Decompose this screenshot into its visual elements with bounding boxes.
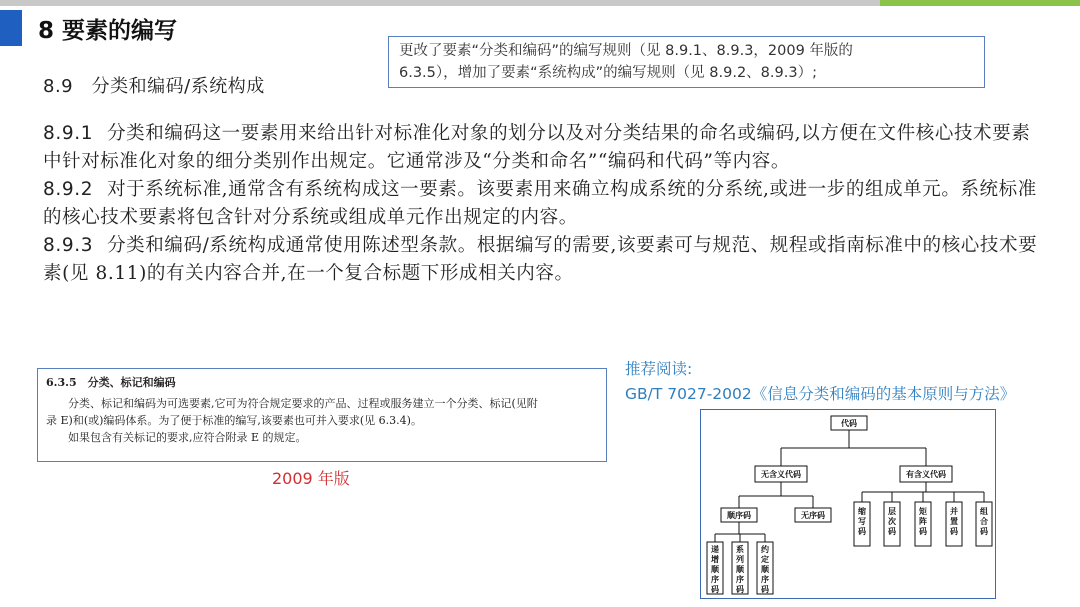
reading-reference-link[interactable]: GB/T 7027-2002《信息分类和编码的基本原则与方法》 [625, 385, 1016, 403]
diagram-node-agreed-sequence [757, 542, 773, 594]
diagram-node-hierarchical-code [884, 502, 900, 546]
diagram-svg [701, 410, 997, 600]
version-label: 2009 年版 [272, 469, 350, 488]
diagram-node-sequence-code [721, 508, 757, 522]
old-version-line2: 录 E)和(或)编码体系。为了便于标准的编写,该要素也可并入要求(见 6.3.4)。 [46, 414, 422, 427]
clause-8-9-2 [43, 176, 1038, 232]
reading-label: 推荐阅读: [625, 360, 693, 378]
diagram-node-abbreviation-code [854, 502, 870, 546]
diagram-node-label: 无序码 [801, 511, 825, 520]
diagram-node-series-sequence [732, 542, 748, 594]
diagram-node-label: 顺序码 [727, 511, 751, 520]
clause-number: 8.9.2 [43, 179, 94, 200]
diagram-node-label: 约定顺序码 [761, 545, 769, 594]
clause-text: 分类和编码/系统构成通常使用陈述型条款。根据编写的需要,该要素可与规范、规程或指南标准中的核心技术要素(见 8.11)的有关内容合并,在一个复合标题下形成相关内容。 [43, 235, 1038, 284]
top-accent-bar [880, 0, 1080, 6]
diagram-node-label: 矩阵码 [919, 507, 927, 536]
clause-number: 8.9.1 [43, 123, 94, 144]
diagram-node-juxtaposition-code [946, 502, 962, 546]
title-accent-block [0, 10, 22, 46]
clause-text: 对于系统标准,通常含有系统构成这一要素。该要素用来确立构成系统的分系统,或进一步的组成单元。系统标准的核心技术要素将包含针对分系统或组成单元作出规定的内容。 [43, 179, 1037, 228]
diagram-node-combination-code [976, 502, 992, 546]
clause-text: 分类和编码这一要素用来给出针对标准化对象的划分以及对分类结果的命名或编码,以方便在文件核心技术要素中针对标准化对象的细分类别作出规定。它通常涉及“分类和命名”“编码和代码”等内容。 [43, 123, 1031, 172]
diagram-node-unordered-code [795, 508, 831, 522]
old-version-heading: 6.3.5 分类、标记和编码 [46, 376, 176, 389]
diagram-node-label: 无含义代码 [761, 470, 801, 479]
clause-number: 8.9.3 [43, 235, 94, 256]
change-note-line2: 6.3.5），增加了要素“系统构成”的编写规则（见 8.9.2、8.9.3）; [399, 65, 817, 81]
code-classification-diagram [700, 409, 996, 599]
diagram-node-label: 系列顺序码 [736, 545, 744, 594]
diagram-connectors [715, 430, 984, 542]
old-version-excerpt [37, 368, 607, 462]
section-heading: 8.9 分类和编码/系统构成 [43, 76, 265, 97]
old-version-line3: 如果包含有关标记的要求,应符合附录 E 的规定。 [68, 431, 307, 444]
diagram-node-label: 代码 [841, 419, 857, 428]
change-note-line1: 更改了要素“分类和编码”的编写规则（见 8.9.1、8.9.3，2009 年版的 [399, 43, 853, 59]
diagram-node-incremental-sequence [707, 542, 723, 594]
diagram-node-label: 有含义代码 [906, 470, 946, 479]
diagram-node-label: 组合码 [980, 507, 988, 536]
diagram-node-meaningless-code [755, 466, 807, 482]
diagram-node-root [831, 416, 867, 430]
diagram-node-label: 并置码 [950, 507, 958, 536]
diagram-node-label: 层次码 [888, 507, 896, 536]
slide-title: 8 要素的编写 [38, 18, 178, 44]
diagram-node-meaningful-code [900, 466, 952, 482]
body-text [43, 120, 1038, 288]
diagram-node-label: 递增顺序码 [711, 545, 719, 594]
change-note-box [388, 36, 985, 88]
diagram-node-label: 缩写码 [858, 507, 866, 536]
clause-8-9-1 [43, 120, 1038, 176]
diagram-node-matrix-code [915, 502, 931, 546]
old-version-line1: 分类、标记和编码为可选要素,它可为符合规定要求的产品、过程或服务建立一个分类、标记(见附 [68, 397, 538, 410]
clause-8-9-3 [43, 232, 1038, 288]
